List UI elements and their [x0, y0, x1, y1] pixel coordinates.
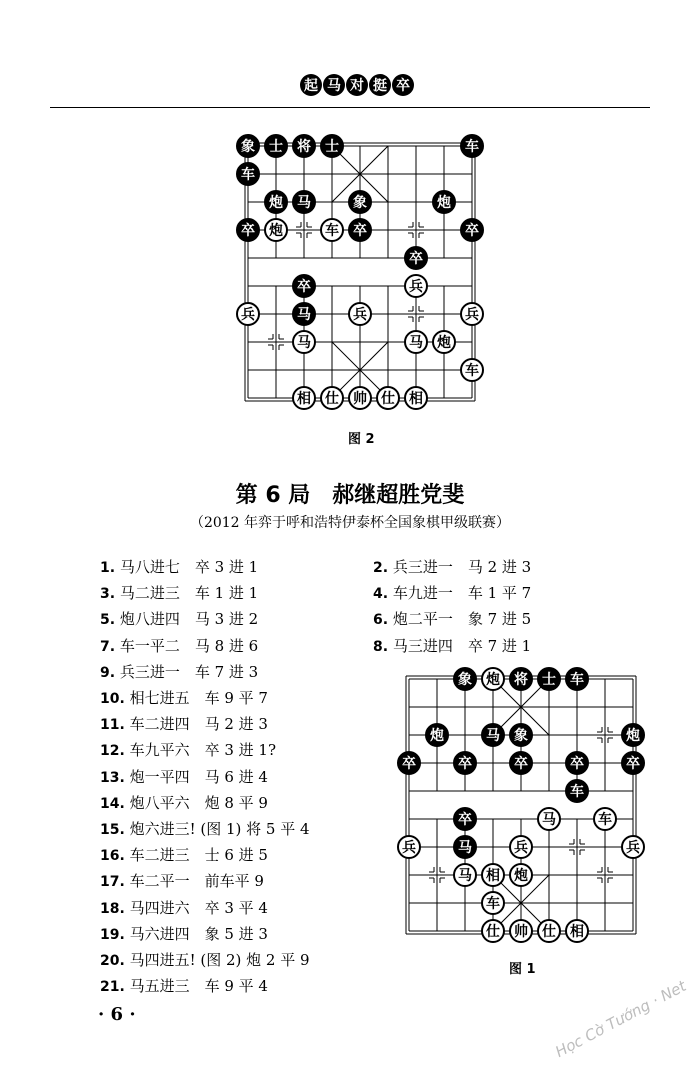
move-line	[373, 608, 531, 629]
red-piece: 车	[320, 218, 344, 242]
move-line	[373, 635, 531, 656]
move-text: 相七进五 车 9 平 7	[124, 689, 268, 707]
board-grid	[408, 678, 634, 932]
move-text: 车九平六 卒 3 进 1?	[124, 741, 277, 760]
black-piece: 卒	[460, 218, 484, 242]
header-char: 马	[323, 74, 345, 96]
red-piece: 兵	[397, 835, 421, 859]
move-number: 15.	[100, 822, 125, 838]
red-piece: 仕	[376, 386, 400, 410]
move-text: 车九进一 车 1 平 7	[388, 584, 532, 603]
red-piece: 马	[292, 330, 316, 354]
black-piece: 炮	[264, 190, 288, 214]
red-piece: 车	[481, 891, 505, 915]
move-line	[100, 556, 258, 577]
move-number: 14.	[100, 795, 125, 812]
black-piece: 卒	[565, 751, 589, 775]
move-line	[100, 582, 258, 603]
black-piece: 马	[453, 835, 477, 859]
game-subtitle: （2012 年弈于呼和浩特伊泰杯全国象棋甲级联赛）	[189, 515, 511, 531]
move-number: 21.	[100, 979, 125, 996]
black-piece: 将	[509, 667, 533, 691]
move-line	[100, 766, 268, 787]
move-line	[100, 635, 258, 656]
move-number: 20.	[100, 953, 125, 969]
move-number: 13.	[100, 769, 125, 786]
move-number: 17.	[100, 874, 125, 891]
move-number: 11.	[100, 717, 125, 734]
red-piece: 仕	[481, 919, 505, 943]
black-piece: 象	[453, 667, 477, 691]
running-header	[300, 74, 414, 96]
header-char: 对	[346, 74, 368, 96]
move-line	[100, 792, 268, 813]
black-piece: 象	[236, 134, 260, 158]
black-piece: 炮	[425, 723, 449, 747]
black-piece: 车	[565, 667, 589, 691]
red-piece: 兵	[509, 835, 533, 859]
move-line	[373, 556, 531, 577]
move-number: 6.	[373, 612, 389, 629]
red-piece: 仕	[320, 386, 344, 410]
red-piece: 兵	[236, 302, 260, 326]
black-piece: 卒	[397, 751, 421, 775]
black-piece: 象	[348, 190, 372, 214]
red-piece: 相	[404, 386, 428, 410]
move-text: 车二平一 前车平 9	[124, 872, 264, 891]
black-piece: 卒	[292, 274, 316, 298]
black-piece: 车	[565, 779, 589, 803]
black-piece: 象	[509, 723, 533, 747]
move-text: 炮一平四 马 6 进 4	[124, 767, 268, 786]
red-piece: 炮	[432, 330, 456, 354]
red-piece: 炮	[264, 218, 288, 242]
figure-1-board	[402, 672, 640, 940]
page-number: · 6 ·	[98, 1004, 136, 1025]
header-char: 起	[300, 74, 322, 96]
figure-1-caption: 图 1	[509, 962, 536, 977]
red-piece: 兵	[404, 274, 428, 298]
red-piece: 车	[593, 807, 617, 831]
red-piece: 马	[453, 863, 477, 887]
move-text: 车一平二 马 8 进 6	[115, 636, 259, 655]
move-text: 车二进四 马 2 进 3	[124, 715, 268, 734]
black-piece: 卒	[621, 751, 645, 775]
black-piece: 卒	[236, 218, 260, 242]
header-char: 挺	[369, 74, 391, 96]
move-text: 马二进三 车 1 进 1	[115, 584, 259, 603]
move-text: 车二进三 士 6 进 5	[124, 846, 268, 865]
move-text: 马六进四 象 5 进 3	[124, 924, 268, 943]
move-number: 3.	[100, 586, 116, 603]
red-piece: 兵	[460, 302, 484, 326]
header-rule	[50, 107, 650, 108]
move-line	[373, 582, 531, 603]
move-text: 马八进七 卒 3 进 1	[115, 558, 259, 576]
board-grid	[247, 145, 473, 399]
move-number: 16.	[100, 848, 125, 865]
red-piece: 兵	[348, 302, 372, 326]
move-line	[100, 975, 268, 996]
black-piece: 士	[537, 667, 561, 691]
figure-2-caption: 图 2	[348, 432, 375, 447]
red-piece: 相	[481, 863, 505, 887]
move-line	[100, 713, 268, 734]
move-number: 12.	[100, 743, 125, 760]
black-piece: 士	[320, 134, 344, 158]
black-piece: 马	[292, 302, 316, 326]
black-piece: 士	[264, 134, 288, 158]
move-text: 炮八平六 炮 8 平 9	[124, 793, 268, 812]
move-line	[100, 608, 258, 629]
move-number: 19.	[100, 926, 125, 943]
watermark: Học Cờ Tướng · Net	[552, 976, 690, 1062]
header-char: 卒	[392, 74, 414, 96]
move-text: 马五进三 车 9 平 4	[124, 977, 268, 996]
red-piece: 帅	[509, 919, 533, 943]
black-piece: 卒	[453, 751, 477, 775]
move-line	[100, 844, 268, 865]
move-number: 8.	[373, 638, 389, 655]
black-piece: 卒	[453, 807, 477, 831]
black-piece: 马	[292, 190, 316, 214]
move-number: 10.	[100, 691, 125, 707]
red-piece: 相	[292, 386, 316, 410]
move-line	[100, 687, 268, 708]
move-number: 5.	[100, 612, 116, 629]
red-piece: 相	[565, 919, 589, 943]
move-text: 炮六进三! (图 1) 将 5 平 4	[124, 820, 310, 838]
move-line	[100, 739, 276, 760]
game-title: 第 6 局 郝继超胜党斐	[235, 483, 465, 508]
move-text: 马三进四 卒 7 进 1	[388, 636, 532, 655]
black-piece: 卒	[348, 218, 372, 242]
move-number: 7.	[100, 638, 116, 655]
move-line	[100, 923, 268, 944]
move-text: 马四进六 卒 3 平 4	[124, 898, 268, 917]
move-line	[100, 818, 310, 839]
black-piece: 马	[481, 723, 505, 747]
red-piece: 帅	[348, 386, 372, 410]
move-line	[100, 897, 268, 918]
move-text: 兵三进一 马 2 进 3	[388, 558, 532, 576]
black-piece: 将	[292, 134, 316, 158]
move-line	[100, 870, 264, 891]
move-text: 马四进五! (图 2) 炮 2 平 9	[124, 951, 310, 969]
move-number: 4.	[373, 586, 389, 603]
black-piece: 卒	[404, 246, 428, 270]
red-piece: 仕	[537, 919, 561, 943]
red-piece: 车	[460, 358, 484, 382]
black-piece: 炮	[432, 190, 456, 214]
red-piece: 兵	[621, 835, 645, 859]
black-piece: 炮	[621, 723, 645, 747]
move-text: 炮二平一 象 7 进 5	[388, 610, 532, 629]
move-number: 9.	[100, 664, 116, 681]
black-piece: 卒	[509, 751, 533, 775]
figure-2-board	[241, 139, 479, 407]
red-piece: 马	[404, 330, 428, 354]
move-text: 兵三进一 车 7 进 3	[115, 662, 259, 681]
red-piece: 炮	[481, 667, 505, 691]
move-text: 炮八进四 马 3 进 2	[115, 610, 259, 629]
move-line	[100, 661, 258, 682]
move-line	[100, 949, 310, 970]
move-number: 1.	[100, 560, 116, 576]
black-piece: 车	[460, 134, 484, 158]
red-piece: 炮	[509, 863, 533, 887]
move-number: 2.	[373, 560, 389, 576]
black-piece: 车	[236, 162, 260, 186]
move-number: 18.	[100, 900, 125, 917]
red-piece: 马	[537, 807, 561, 831]
